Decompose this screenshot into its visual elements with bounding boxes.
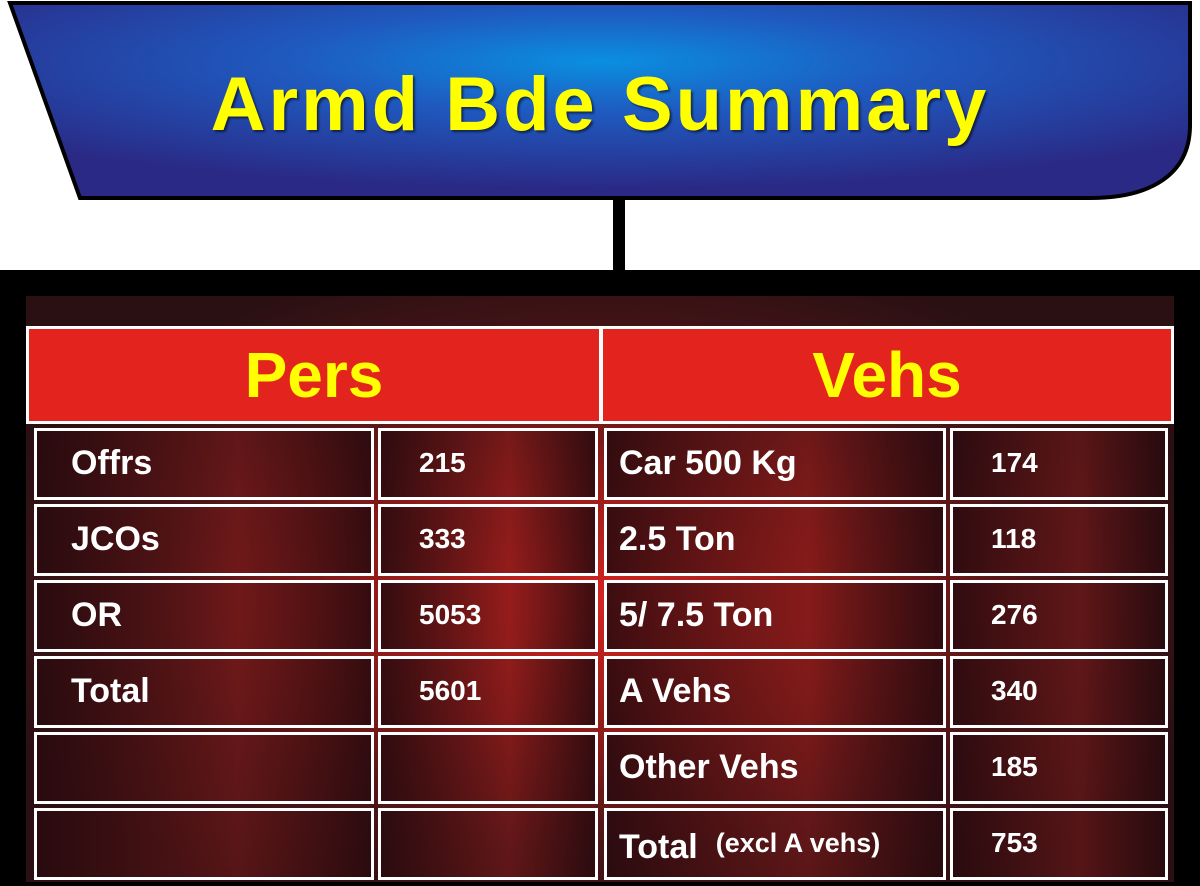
pers-empty-label <box>34 732 374 804</box>
pers-total-label: Total <box>34 656 374 728</box>
pers-row-value: 215 <box>378 428 598 500</box>
vehs-total-cell <box>604 808 946 880</box>
banner-pole <box>613 196 625 278</box>
vehs-header: Vehs <box>600 326 1174 424</box>
pers-empty-label <box>34 808 374 880</box>
vehs-row-label: A Vehs <box>604 656 946 728</box>
pers-empty-value <box>378 808 598 880</box>
vehs-row-label: Car 500 Kg <box>604 428 946 500</box>
pers-row-value: 5053 <box>378 580 598 652</box>
vehs-row-label: 2.5 Ton <box>604 504 946 576</box>
vehs-total-value: 753 <box>950 808 1168 880</box>
vehs-total-label: Total <box>619 828 698 866</box>
pers-empty-value <box>378 732 598 804</box>
vehs-row-label: 5/ 7.5 Ton <box>604 580 946 652</box>
vehs-row-value: 185 <box>950 732 1168 804</box>
pers-row-label: OR <box>34 580 374 652</box>
pers-total-value: 5601 <box>378 656 598 728</box>
vehs-row-label: Other Vehs <box>604 732 946 804</box>
vehs-total-note: (excl A vehs) <box>715 828 881 858</box>
page-title: Armd Bde Summary <box>210 62 990 147</box>
pers-row-label: JCOs <box>34 504 374 576</box>
vehs-row-value: 118 <box>950 504 1168 576</box>
vehs-row-value: 174 <box>950 428 1168 500</box>
pers-header: Pers <box>26 326 602 424</box>
summary-panel <box>26 296 1174 882</box>
pers-row-value: 333 <box>378 504 598 576</box>
summary-board <box>0 270 1200 886</box>
vehs-row-value: 340 <box>950 656 1168 728</box>
vehs-row-value: 276 <box>950 580 1168 652</box>
pers-row-label: Offrs <box>34 428 374 500</box>
